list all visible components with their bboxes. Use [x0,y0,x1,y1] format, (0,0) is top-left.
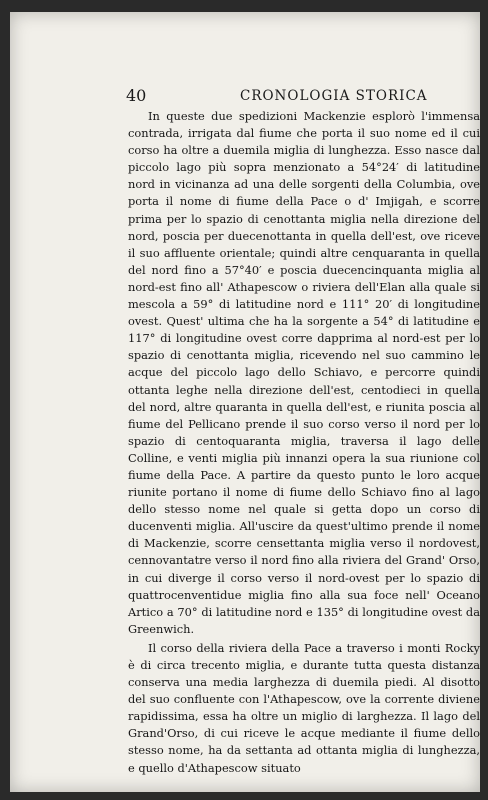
running-title: CRONOLOGIA STORICA [240,88,428,104]
body-text [128,108,480,777]
paragraph: Il corso della riviera della Pace a traverso i monti Rocky è di circa trecento miglia, e durante tutta questa distanza conserva una media larghezza di duemila piedi. Al disotto del suo confluente con l'Athapescow, ove la corrente diviene rapidissima, essa ha oltre un miglio di larghezza. Il lago del Grand'Orso, di cui riceve le acque mediante il fiume dello stesso nome, ha da settanta ad ottanta miglia di lunghezza, e quello d'Athapescow situato [128,640,480,775]
book-page [10,12,480,792]
page-number: 40 [126,86,147,105]
paragraph: In queste due spedizioni Mackenzie esplorò l'immensa contrada, irrigata dal fiume che porta il suo nome ed il cui corso ha oltre a duemila miglia di lunghezza. Esso nasce dal piccolo lago più sopra menzionato a 54°24′ di latitudine nord in vicinanza ad una delle sorgenti della Columbia, ove porta il nome di fiume della Pace o d' Imjigah, e scorre prima per lo spazio di cenottanta miglia nella direzione del nord, poscia per duecenottanta in quella dell'est, ove riceve il suo affluente orientale; quindi altre cenquaranta in quella del nord fino a 57°40′ e poscia duecencinquanta miglia al nord-est fino all' Athapescow o riviera dell'Elan alla quale si mescola a 59° di latitudine nord e 111° 20′ di longitudine ovest. Quest' ultima che ha la sorgente a 54° di latitudine e 117° di longitudine ovest corre dapprima al nord-est per lo spazio di cenottanta miglia, ricevendo nel suo cammino le acque del piccolo lago dello Schiavo, e percorre quindi ottanta leghe nella direzione dell'est, centodieci in quella del nord, altre quaranta in quella dell'est, e riunita poscia al fiume del Pellicano prende il suo corso verso il nord per lo spazio di centoquaranta miglia, traversa il lago delle Colline, e venti miglia più innanzi opera la sua riunione col fiume della Pace. A partire da questo punto le loro acque riunite portano il nome di fiume dello Schiavo fino al lago dello stesso nome nel quale si getta dopo un corso di ducenventi miglia. All'uscire da quest'ultimo prende il nome di Mackenzie, scorre censettanta miglia verso il nordovest, cennovantatre verso il nord fino alla riviera del Grand' Orso, in cui diverge il corso verso il nord-ovest per lo spazio di quattrocenventidue miglia fino alla sua foce nell' Oceano Artico a 70° di latitudine nord e 135° di longitudine ovest da Greenwich. [128,109,480,636]
